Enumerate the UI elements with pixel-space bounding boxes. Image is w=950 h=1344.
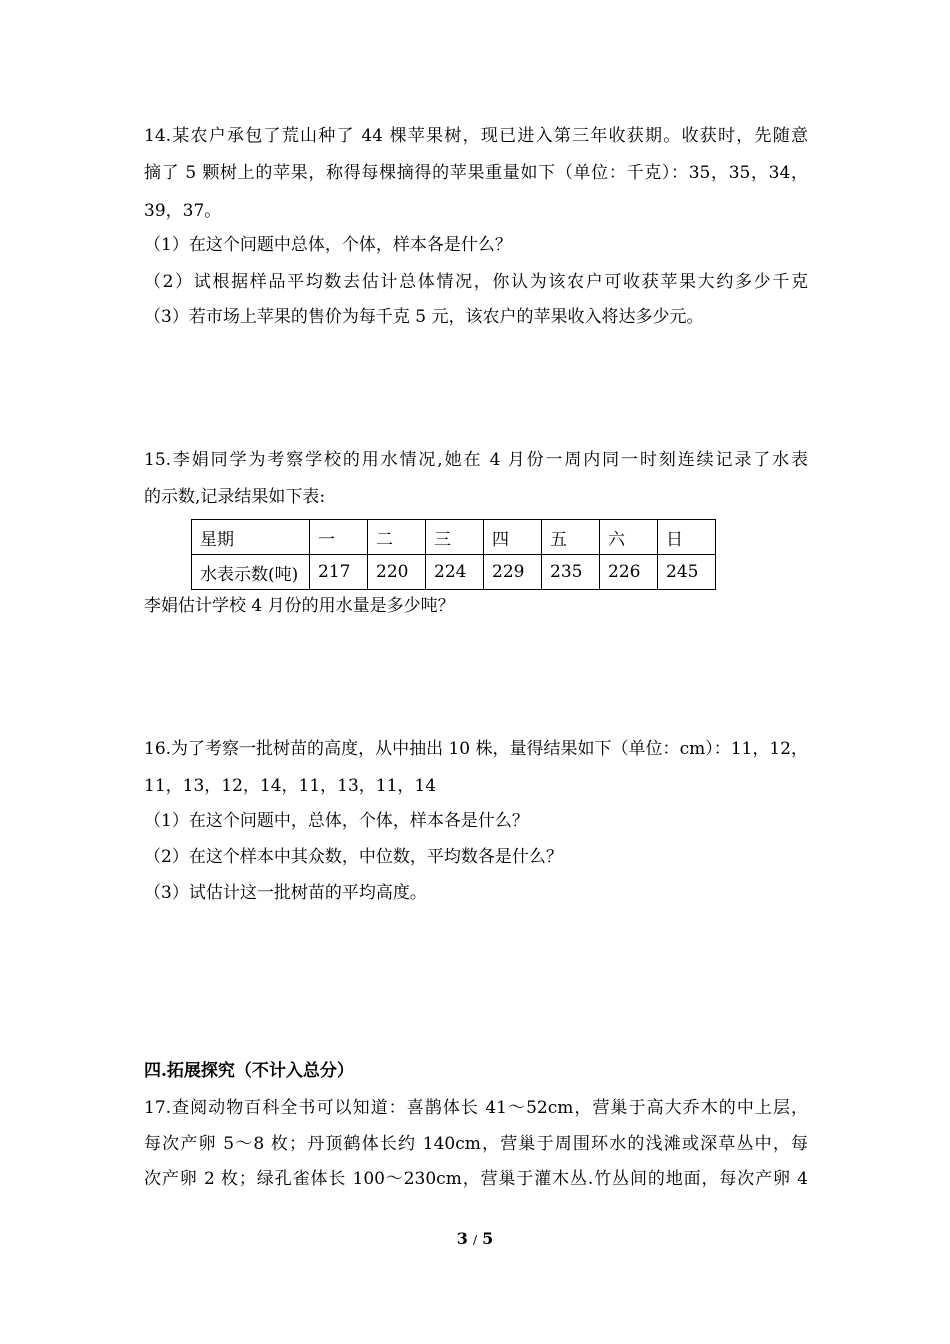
q16-sub-1: （1）在这个问题中，总体，个体，样本各是什么？ [144,811,529,831]
day-cell: 日 [658,520,716,555]
section-title: 四.拓展探究（不计入总分） [144,1061,354,1081]
q14-sub-1: （1）在这个问题中总体，个体，样本各是什么？ [144,235,512,255]
q14-sub-3: （3）若市场上苹果的售价为每千克 5 元，该农户的苹果收入将达多少元。 [144,307,704,327]
q15-line-2: 的示数,记录结果如下表: [144,487,326,507]
day-cell: 五 [542,520,600,555]
current-page: 3 [456,1229,468,1248]
q17-line-2: 每次产卵 5～8 枚；丹顶鹤体长约 140cm，营巢于周围环水的浅滩或深草丛中，每 [144,1134,808,1154]
reading-cell: 229 [484,555,542,590]
q17-line-3: 次产卵 2 枚；绿孔雀体长 100～230cm，营巢于灌木丛.竹丛间的地面，每次产卵 4 [144,1169,808,1189]
day-cell: 二 [368,520,426,555]
table-row-days [192,520,716,555]
day-cell: 三 [426,520,484,555]
water-meter-table [191,519,716,590]
q14-line-1: 14.某农户承包了荒山种了 44 棵苹果树，现已进入第三年收获期。收获时，先随意 [144,126,808,146]
table-header-label: 星期 [192,520,310,555]
page-separator: / [472,1233,478,1247]
table-row-label: 水表示数(吨) [192,555,310,590]
reading-cell: 226 [600,555,658,590]
q15-question: 李娟估计学校 4 月份的用水量是多少吨？ [144,596,455,616]
q15-line-1: 15.李娟同学为考察学校的用水情况,她在 4 月份一周内同一时刻连续记录了水表 [144,450,808,470]
q14-line-3: 39，37。 [144,201,222,221]
q16-line-2: 11，13，12，14，11，13，11，14 [144,776,437,796]
total-pages: 5 [482,1229,494,1248]
reading-cell: 220 [368,555,426,590]
reading-cell: 224 [426,555,484,590]
q14-sub-2: （2）试根据样品平均数去估计总体情况，你认为该农户可收获苹果大约多少千克 [144,272,808,292]
q16-sub-3: （3）试估计这一批树苗的平均高度。 [144,883,427,903]
q16-line-1: 16.为了考察一批树苗的高度，从中抽出 10 株，量得结果如下（单位：cm）：11，12， [144,739,808,759]
reading-cell: 235 [542,555,600,590]
reading-cell: 245 [658,555,716,590]
reading-cell: 217 [310,555,368,590]
page-number [0,1229,950,1250]
day-cell: 四 [484,520,542,555]
day-cell: 一 [310,520,368,555]
q17-line-1: 17.查阅动物百科全书可以知道：喜鹊体长 41～52cm，营巢于高大乔木的中上层， [144,1098,808,1118]
q16-sub-2: （2）在这个样本中其众数，中位数，平均数各是什么？ [144,847,563,867]
day-cell: 六 [600,520,658,555]
q14-line-2: 摘了 5 颗树上的苹果，称得每棵摘得的苹果重量如下（单位：千克）：35，35，34， [144,163,808,183]
table-row-readings [192,555,716,590]
